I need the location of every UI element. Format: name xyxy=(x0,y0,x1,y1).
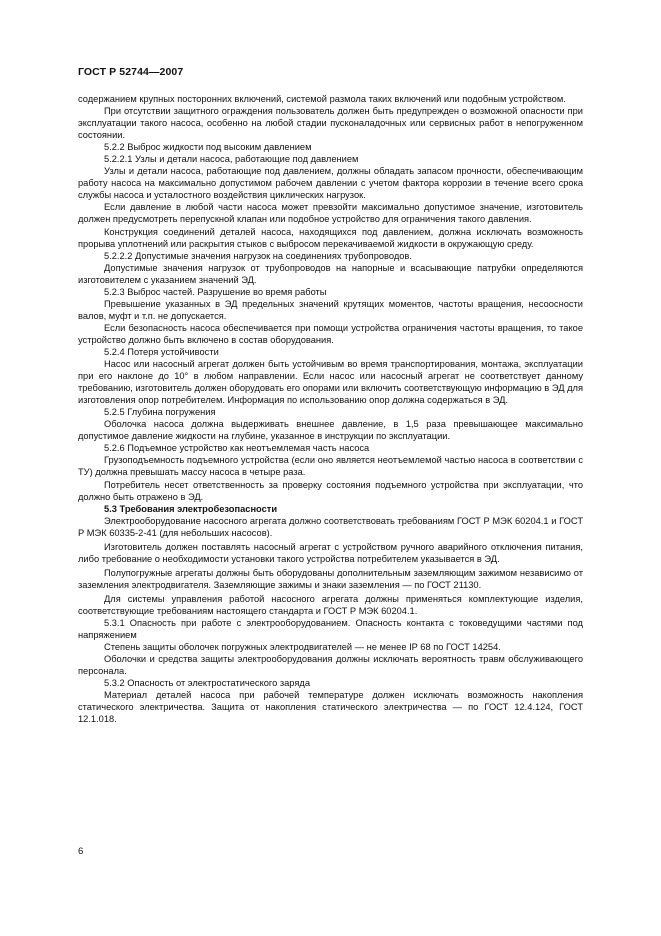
section-heading: 5.2.5 Глубина погружения xyxy=(104,407,216,418)
paragraph: Степень защиты оболочек погружных электродвигателей — не менее IP 68 по ГОСТ 14254. xyxy=(104,642,501,653)
paragraph: Превышение указанных в ЭД предельных значений крутящих моментов, частоты вращения, несоосности валов, муфт и т.п. не допускается. xyxy=(78,298,583,321)
paragraph: содержанием крупных посторонних включений, системой размола таких включений или подобным устройством. xyxy=(78,94,566,104)
paragraph: Грузоподъемность подъемного устройства (если оно является неотъемлемой частью насоса в соответствии с ТУ) должна превышать массу насоса в четыре раза. xyxy=(78,455,583,478)
paragraph: Насос или насосный агрегат должен быть устойчивым во время транспортирования, монтажа, эксплуатации при его наклоне до 10° в любом направлении. Если насос или насосный агрегат не соответствует данному требованию, изготовитель должен оборудовать его опорами или включить соответствующую информацию в ЭД для изготовления опор потребителем. Информация по использованию опор должна содержаться в ЭД. xyxy=(78,359,583,406)
paragraph: Оболочка насоса должна выдерживать внешнее давление, в 1,5 раза превышающее максимально допустимое давление жидкости на глубине, указанное в инструкции по эксплуатации. xyxy=(78,419,583,442)
paragraph: Конструкция соединений деталей насоса, находящихся под давлением, должна исключать возможность прорыва уплотнений или раскрытия стыков с выбросом перекачиваемой жидкости в окружающую среду. xyxy=(78,226,583,249)
paragraph: Если безопасность насоса обеспечивается при помощи устройства ограничения частоты вращения, то такое устройство должно быть включено в состав оборудования. xyxy=(78,322,583,345)
section-heading: 5.2.2.1 Узлы и детали насоса, работающие под давлением xyxy=(104,154,359,165)
section-heading: 5.2.2 Выброс жидкости под высоким давлением xyxy=(104,142,312,153)
document-code-header: ГОСТ Р 52744—2007 xyxy=(78,66,184,78)
document-body xyxy=(78,93,583,725)
paragraph: Оболочки и средства защиты электрооборудования должны исключать вероятность травм обслуживающего персонала. xyxy=(78,654,583,677)
section-heading: 5.2.4 Потеря устойчивости xyxy=(104,346,219,357)
paragraph: Для системы управления работой насосного агрегата должны применяться комплектующие изделия, соответствующие требованиям настоящего стандарта и ГОСТ Р МЭК 60204.1. xyxy=(78,593,583,616)
paragraph: Полупогружные агрегаты должны быть оборудованы дополнительным заземляющим зажимом независимо от заземления электродвигателя. Заземляющие зажимы и знаки заземления — по ГОСТ 21130. xyxy=(78,567,583,590)
section-heading: 5.2.6 Подъемное устройство как неотъемлемая часть насоса xyxy=(104,443,370,454)
section-heading: 5.2.2.2 Допустимые значения нагрузок на соединениях трубопроводов. xyxy=(104,250,412,261)
paragraph: При отсутствии защитного ограждения пользователь должен быть предупрежден о возможной опасности при эксплуатации такого насоса, особенно на любой стадии пусконаладочных или сервисных работ в непогруженном состоянии. xyxy=(78,106,583,141)
paragraph: Электрооборудование насосного агрегата должно соответствовать требованиям ГОСТ Р МЭК 60204.1 и ГОСТ Р МЭК 60335-2-41 (для небольших насосов). xyxy=(78,515,583,538)
paragraph: Потребитель несет ответственность за проверку состояния подъемного устройства при эксплуатации, что должно быть отражено в ЭД. xyxy=(78,479,583,502)
paragraph: 5.3.1 Опасность при работе с электрооборудованием. Опасность контакта с токоведущими частями под напряжением xyxy=(78,618,583,641)
page-number: 6 xyxy=(78,846,84,857)
section-heading: 5.3.2 Опасность от электростатического заряда xyxy=(104,678,310,689)
paragraph: Узлы и детали насоса, работающие под давлением, должны обладать запасом прочности, обеспечивающим работу насоса на максимально допустимом рабочем давлении с учетом фактора коррозии в течение всего срока службы насоса и усталостного воздействия циклических нагрузок. xyxy=(78,166,583,201)
paragraph: Материал деталей насоса при рабочей температуре должен исключать возможность накопления статического электричества. Защита от накопления статического электричества — по ГОСТ 12.4.124, ГОСТ 12.1.018. xyxy=(78,690,583,725)
section-heading: 5.2.3 Выброс частей. Разрушение во время работы xyxy=(104,286,327,297)
section-heading-bold: 5.3 Требования электробезопасности xyxy=(104,503,278,514)
paragraph: Допустимые значения нагрузок от трубопроводов на напорные и всасывающие патрубки определяются изготовителем с указанием значений ЭД. xyxy=(78,262,583,285)
paragraph: Изготовитель должен поставлять насосный агрегат с устройством ручного аварийного отключения питания, либо требование о необходимости установки такого устройства потребителем указывается в ЭД. xyxy=(78,541,583,564)
paragraph: Если давление в любой части насоса может превзойти максимально допустимое значение, изготовитель должен предусмотреть перепускной клапан или подобное устройство для ограничения такого давления. xyxy=(78,202,583,225)
